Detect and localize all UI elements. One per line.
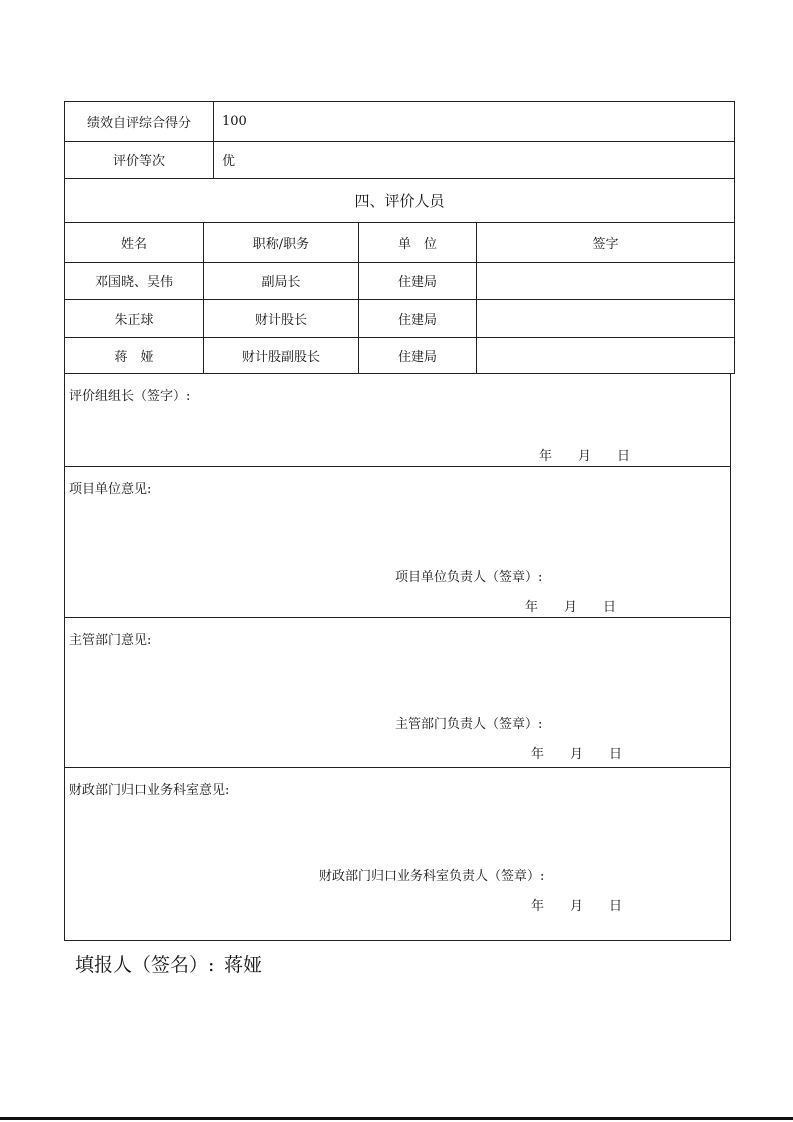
header-title: 职称/职务 [204,222,359,262]
finance-date: 年 月 日 [531,899,623,914]
dept-date: 年 月 日 [531,747,623,762]
evaluation-table [64,101,735,374]
filler-name: 蒋娅 [224,954,263,976]
finance-label: 财政部门归口业务科室意见: [69,783,230,798]
person-sign [477,337,734,374]
person-title: 副局长 [204,262,359,299]
header-name: 姓名 [65,222,204,262]
leader-section [65,373,730,467]
header-sign: 签字 [592,236,619,252]
person-title: 财计股副股长 [204,337,359,374]
leader-label: 评价组组长（签字）: [69,389,191,404]
grade-value: 优 [222,154,236,169]
grade-row [65,141,734,179]
section-title-row [65,178,734,223]
project-unit-signer: 项目单位负责人（签章）: [395,570,543,585]
project-unit-section [65,466,730,618]
section-title: 四、评价人员 [354,191,445,210]
dept-section [65,617,730,768]
person-title: 财计股长 [204,299,359,337]
person-name: 蒋 娅 [65,337,204,374]
person-name: 邓国晓、吴伟 [65,262,204,299]
score-label: 绩效自评综合得分 [65,102,214,141]
project-unit-label: 项目单位意见: [69,482,152,497]
filler-label: 填报人（签名）: [75,954,215,976]
page-edge-line [0,1117,793,1120]
dept-signer: 主管部门负责人（签章）: [395,717,543,732]
header-unit: 单 位 [359,222,477,262]
opinions-table [64,373,731,941]
table-row [65,299,734,338]
person-unit: 住建局 [359,337,477,374]
person-sign [477,299,734,337]
project-unit-date: 年 月 日 [525,600,617,615]
table-row [65,262,734,300]
finance-signer: 财政部门归口业务科室负责人（签章）: [319,869,545,884]
personnel-header [65,222,734,263]
person-sign [477,262,734,299]
score-value: 100 [222,114,247,129]
person-unit: 住建局 [359,299,477,337]
score-row [65,102,734,142]
dept-label: 主管部门意见: [69,633,152,648]
table-row [65,337,734,374]
finance-section [65,767,730,940]
person-name: 朱正球 [65,299,204,337]
person-unit: 住建局 [359,262,477,299]
grade-label: 评价等次 [65,141,214,178]
leader-date: 年 月 日 [539,449,631,464]
